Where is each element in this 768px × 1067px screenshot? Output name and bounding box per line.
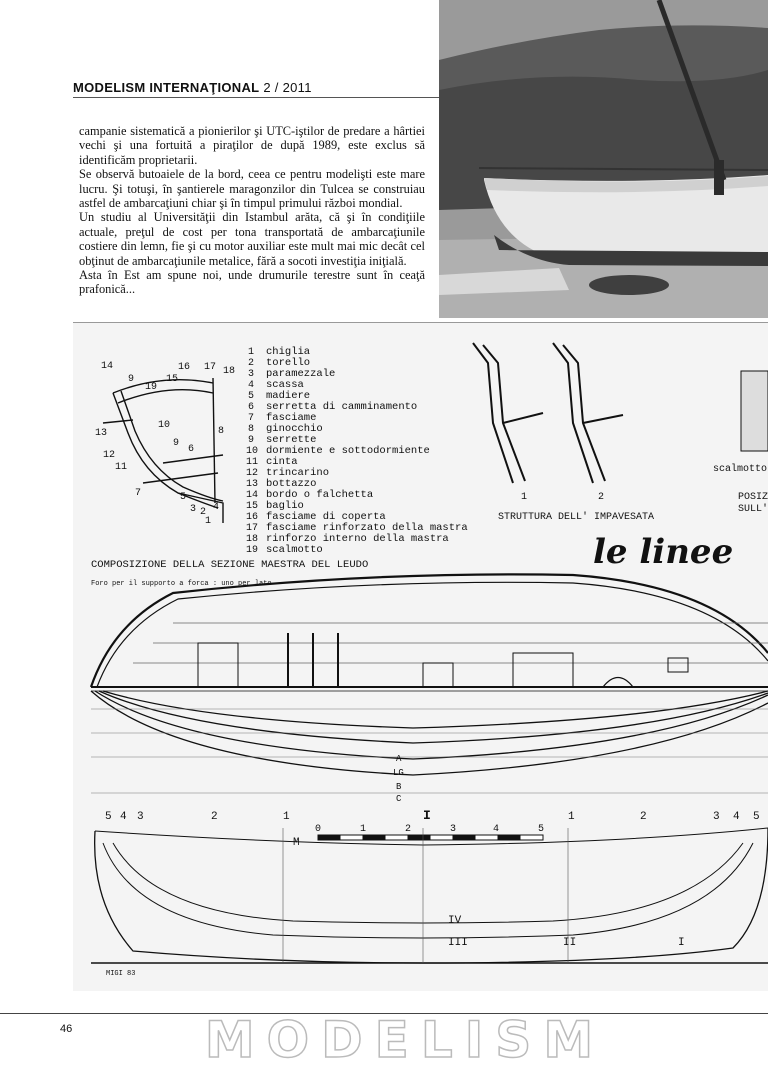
- legend-name: scassa: [266, 379, 304, 391]
- legend-number: 2: [248, 358, 255, 369]
- section-label: IV: [448, 915, 462, 927]
- station-number: 4: [733, 811, 740, 823]
- bulwark-drawing: [473, 343, 623, 483]
- legend-name: chiglia: [266, 346, 311, 358]
- section-number: 9: [173, 438, 180, 449]
- legend-number: 4: [248, 380, 255, 391]
- bulwark-title: STRUTTURA DELL' IMPAVESATA: [498, 512, 655, 523]
- scale-label: M: [293, 837, 300, 849]
- legend-number: 15: [246, 501, 259, 512]
- half-breadth-view: [91, 691, 768, 793]
- legend-number: 13: [246, 479, 259, 490]
- section-number: 13: [95, 428, 108, 439]
- lines-title: le linee: [593, 532, 734, 572]
- legend-number: 6: [248, 402, 255, 413]
- legend-number: 5: [248, 391, 255, 402]
- boat-photo: [439, 0, 768, 318]
- page-number: 46: [60, 1023, 73, 1035]
- parts-legend: [246, 346, 468, 556]
- scalmotto-drawing: [741, 371, 768, 451]
- section-number: 4: [213, 502, 220, 513]
- legend-name: serretta di camminamento: [266, 401, 418, 413]
- legend-name: dormiente e sottodormiente: [266, 445, 430, 457]
- legend-number: 14: [246, 490, 259, 501]
- legend-name: torello: [266, 357, 311, 369]
- scalmotto-label: scalmotto: [713, 464, 768, 475]
- footer-logo: [143, 1015, 668, 1063]
- scale-tick: 5: [538, 824, 545, 835]
- station-center: I: [423, 808, 431, 823]
- paragraph: Un studiu al Universităţii din Istambul arăta, că şi în condiţiile actuale, preţul de cost per tona transportată de ambarcaţiunile costiere din lemn, fie şi cu motor auxiliar este mult mai mic decât cel obţinut de ambarcaţiunile metalice, fără a socoti investiţia iniţială.: [79, 210, 425, 268]
- waterline-label: B: [396, 782, 402, 792]
- paragraph: Asta în Est am spune noi, unde drumurile terestre sunt în ceaţă prafonică...: [79, 268, 425, 297]
- waterline-label: C: [396, 794, 402, 804]
- section-number: 17: [204, 362, 217, 373]
- legend-name: cinta: [266, 456, 298, 468]
- bulwark-label: 2: [598, 492, 605, 503]
- legend-name: fasciame: [266, 412, 317, 424]
- station-number: 3: [137, 811, 144, 823]
- legend-number: 19: [246, 545, 259, 556]
- legend-number: 8: [248, 424, 255, 435]
- legend-number: 1: [248, 347, 255, 358]
- legend-number: 3: [248, 369, 255, 380]
- legend-name: bordo o falchetta: [266, 489, 374, 501]
- legend-name: ginocchio: [266, 423, 323, 435]
- position-label: SULL': [738, 504, 768, 515]
- running-header: [73, 80, 312, 95]
- station-number: 2: [640, 811, 647, 823]
- legend-name: bottazzo: [266, 478, 317, 490]
- legend-number: 17: [246, 523, 259, 534]
- issue-number: 2 / 2011: [263, 80, 312, 95]
- scale-tick: 1: [360, 824, 367, 835]
- station-number: 2: [211, 811, 218, 823]
- legend-name: serrette: [266, 434, 317, 446]
- station-number: 1: [568, 811, 575, 823]
- section-number: 7: [135, 488, 142, 499]
- legend-number: 7: [248, 413, 255, 424]
- waterline-label: LG: [393, 768, 404, 778]
- section-number: 6: [188, 444, 195, 455]
- section-number: 12: [103, 450, 116, 461]
- legend-name: baglio: [266, 500, 304, 512]
- legend-number: 12: [246, 468, 259, 479]
- section-number: 9: [128, 374, 135, 385]
- section-number: 2: [200, 507, 207, 518]
- legend-number: 11: [246, 457, 259, 468]
- station-number: 3: [713, 811, 720, 823]
- section-number: 11: [115, 462, 128, 473]
- plan-view: [91, 828, 768, 963]
- magazine-name: MODELISM INTERNAŢIONAL: [73, 80, 260, 95]
- section-number: 5: [180, 492, 187, 503]
- scale-tick: 0: [315, 824, 322, 835]
- legend-number: 9: [248, 435, 255, 446]
- scale-tick: 2: [405, 824, 412, 835]
- station-number: 4: [120, 811, 127, 823]
- section-number: 3: [190, 504, 197, 515]
- section-number: 19: [145, 382, 158, 393]
- station-number: 5: [105, 811, 112, 823]
- section-number: 10: [158, 420, 171, 431]
- section-number: 18: [223, 366, 236, 377]
- paragraph: campanie sistematică a pionierilor şi UTC-iştilor de predare a hârtiei vechi şi una fortuită a piraţilor de după 1989, este exclus să identificăm proprietarii.: [79, 124, 425, 167]
- footer-rule: [0, 1013, 768, 1014]
- legend-number: 16: [246, 512, 259, 523]
- bulwark-label: 1: [521, 492, 528, 503]
- section-label: III: [448, 937, 468, 949]
- station-number: 5: [753, 811, 760, 823]
- section-number: 15: [166, 374, 179, 385]
- scale-tick: 4: [493, 824, 500, 835]
- waterline-label: A: [396, 754, 402, 764]
- footer-logo-text: MODELISM: [204, 1015, 606, 1063]
- profile-view: [91, 574, 768, 691]
- legend-name: fasciame rinforzato della mastra: [266, 522, 468, 534]
- midship-section-drawing: [103, 378, 223, 523]
- section-label: I: [678, 937, 685, 949]
- legend-name: scalmotto: [266, 544, 323, 556]
- author-signature: MIGI 83: [106, 970, 136, 978]
- legend-number: 10: [246, 446, 259, 457]
- composition-title: COMPOSIZIONE DELLA SEZIONE MAESTRA DEL LEUDO: [91, 559, 369, 571]
- scale-bar: [318, 835, 543, 840]
- legend-name: madiere: [266, 390, 311, 402]
- section-label: II: [563, 937, 577, 949]
- section-number: 8: [218, 426, 225, 437]
- boat-plans-drawing: [73, 322, 768, 991]
- station-number: 1: [283, 811, 290, 823]
- paragraph: Se observă butoaiele de la bord, ceea ce pentru modelişti este mare lucru. Şi totuşi, în şantierele maragonzilor din Tulcea se construiau astfel de ambarcaţiuni chiar şi în timpul primului război mondial.: [79, 167, 425, 211]
- section-number: 16: [178, 362, 191, 373]
- header-rule: [73, 97, 439, 98]
- legend-name: paramezzale: [266, 368, 336, 380]
- legend-name: trincarino: [266, 467, 330, 479]
- scale-tick: 3: [450, 824, 457, 835]
- legend-name: fasciame di coperta: [266, 511, 386, 523]
- article-text: [79, 124, 425, 297]
- section-number: 14: [101, 361, 114, 372]
- foro-note: Foro per il supporto a forca : uno per lato: [91, 580, 272, 588]
- position-label: POSIZ: [738, 492, 768, 503]
- legend-name: rinforzo interno della mastra: [266, 533, 449, 545]
- legend-number: 18: [246, 534, 259, 545]
- section-number: 1: [205, 516, 212, 527]
